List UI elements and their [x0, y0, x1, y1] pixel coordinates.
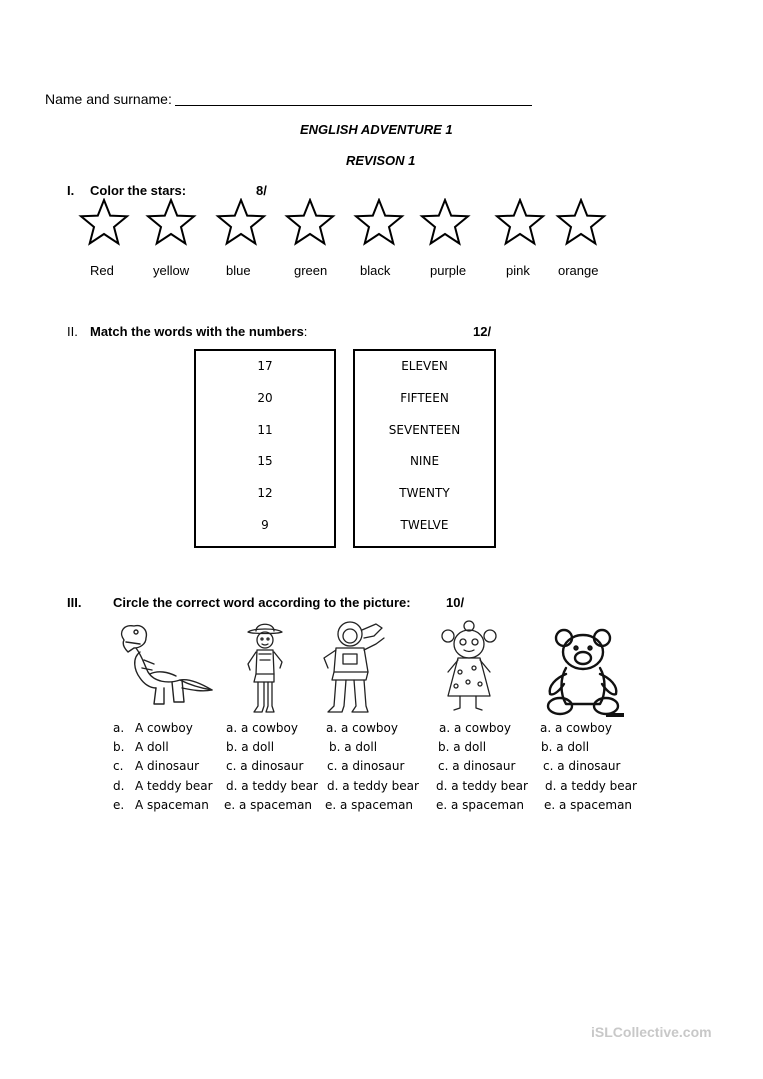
color-label-green: green — [294, 263, 328, 278]
option-item[interactable]: A dinosaur — [135, 759, 200, 773]
dinosaur-picture — [110, 618, 216, 714]
star-4[interactable] — [284, 198, 336, 246]
section1-score: 8/ — [256, 183, 267, 198]
number-item[interactable]: 12 — [257, 486, 273, 500]
section2-instruction — [90, 324, 307, 339]
star-5[interactable] — [353, 198, 405, 246]
worksheet-title: ENGLISH ADVENTURE 1 — [300, 122, 453, 137]
star-7[interactable] — [494, 198, 546, 246]
word-item[interactable]: TWENTY — [399, 486, 450, 500]
color-label-red: Red — [90, 263, 114, 278]
section3-score: 10/ — [446, 595, 465, 610]
section3-number: III. — [67, 595, 82, 610]
option-item[interactable]: e. a spaceman — [224, 798, 313, 812]
option-letter: e. — [113, 798, 125, 812]
star-6[interactable] — [419, 198, 471, 246]
number-item[interactable]: 15 — [257, 454, 273, 468]
option-item[interactable]: a. a cowboy — [439, 721, 511, 735]
word-item[interactable]: SEVENTEEN — [388, 423, 461, 437]
section3-instruction: Circle the correct word according to the picture: — [113, 595, 411, 610]
section1-instruction: Color the stars: — [90, 183, 187, 198]
words-box — [353, 349, 496, 548]
number-item[interactable]: 17 — [257, 359, 273, 373]
section2-instruction-text: Match the words with the numbers — [90, 324, 304, 339]
star-8[interactable] — [555, 198, 607, 246]
option-item[interactable]: e. a spaceman — [325, 798, 414, 812]
option-item[interactable]: c. a dinosaur — [226, 759, 304, 773]
option-item[interactable]: d. a teddy bear — [436, 779, 528, 793]
section2-number: II. — [67, 324, 78, 339]
word-item[interactable]: FIFTEEN — [400, 391, 449, 405]
option-item[interactable]: A doll — [135, 740, 169, 754]
section1-number: I. — [67, 183, 75, 198]
option-letter: a. — [113, 721, 125, 735]
color-label-black: black — [360, 263, 391, 278]
word-item[interactable]: ELEVEN — [401, 359, 448, 373]
option-item[interactable]: A teddy bear — [135, 779, 213, 793]
option-item[interactable]: d. a teddy bear — [327, 779, 419, 793]
number-item[interactable]: 11 — [257, 423, 273, 437]
color-label-blue: blue — [226, 263, 251, 278]
star-2[interactable] — [145, 198, 197, 246]
doll-picture — [440, 618, 498, 714]
option-item[interactable]: e. a spaceman — [436, 798, 525, 812]
option-item[interactable]: b. a doll — [329, 740, 378, 754]
number-item[interactable]: 9 — [261, 518, 269, 532]
numbers-box — [194, 349, 336, 548]
option-item[interactable]: a. a cowboy — [226, 721, 298, 735]
spaceman-picture — [318, 618, 392, 718]
number-item[interactable]: 20 — [257, 391, 273, 405]
option-letter: b. — [113, 740, 125, 754]
teddy-bear-picture — [540, 618, 624, 718]
section2-score: 12/ — [473, 324, 492, 339]
option-item[interactable]: d. a teddy bear — [545, 779, 637, 793]
option-letter: c. — [113, 759, 124, 773]
option-item[interactable]: c. a dinosaur — [327, 759, 405, 773]
option-item[interactable]: b. a doll — [226, 740, 275, 754]
option-item[interactable]: A cowboy — [135, 721, 193, 735]
star-3[interactable] — [215, 198, 267, 246]
name-answer-line[interactable] — [175, 105, 532, 106]
option-item[interactable]: e. a spaceman — [544, 798, 633, 812]
cowboy-picture — [240, 618, 290, 718]
option-item[interactable]: c. a dinosaur — [438, 759, 516, 773]
option-item[interactable]: A spaceman — [135, 798, 209, 812]
watermark: iSLCollective.com — [591, 1024, 712, 1040]
worksheet-subtitle: REVISON 1 — [346, 153, 416, 168]
option-item[interactable]: c. a dinosaur — [543, 759, 621, 773]
color-label-yellow: yellow — [153, 263, 190, 278]
word-item[interactable]: NINE — [409, 454, 440, 468]
word-item[interactable]: TWELVE — [400, 518, 449, 532]
option-item[interactable]: b. a doll — [438, 740, 487, 754]
section2-colon: : — [303, 324, 308, 339]
star-1[interactable] — [78, 198, 130, 246]
color-label-pink: pink — [506, 263, 530, 278]
name-label: Name and surname: — [45, 91, 172, 107]
color-label-purple: purple — [430, 263, 467, 278]
option-item[interactable]: a. a cowboy — [326, 721, 398, 735]
option-item[interactable]: a. a cowboy — [540, 721, 612, 735]
option-item[interactable]: d. a teddy bear — [226, 779, 318, 793]
option-item[interactable]: b. a doll — [541, 740, 590, 754]
option-letter: d. — [113, 779, 125, 793]
color-label-orange: orange — [558, 263, 599, 278]
